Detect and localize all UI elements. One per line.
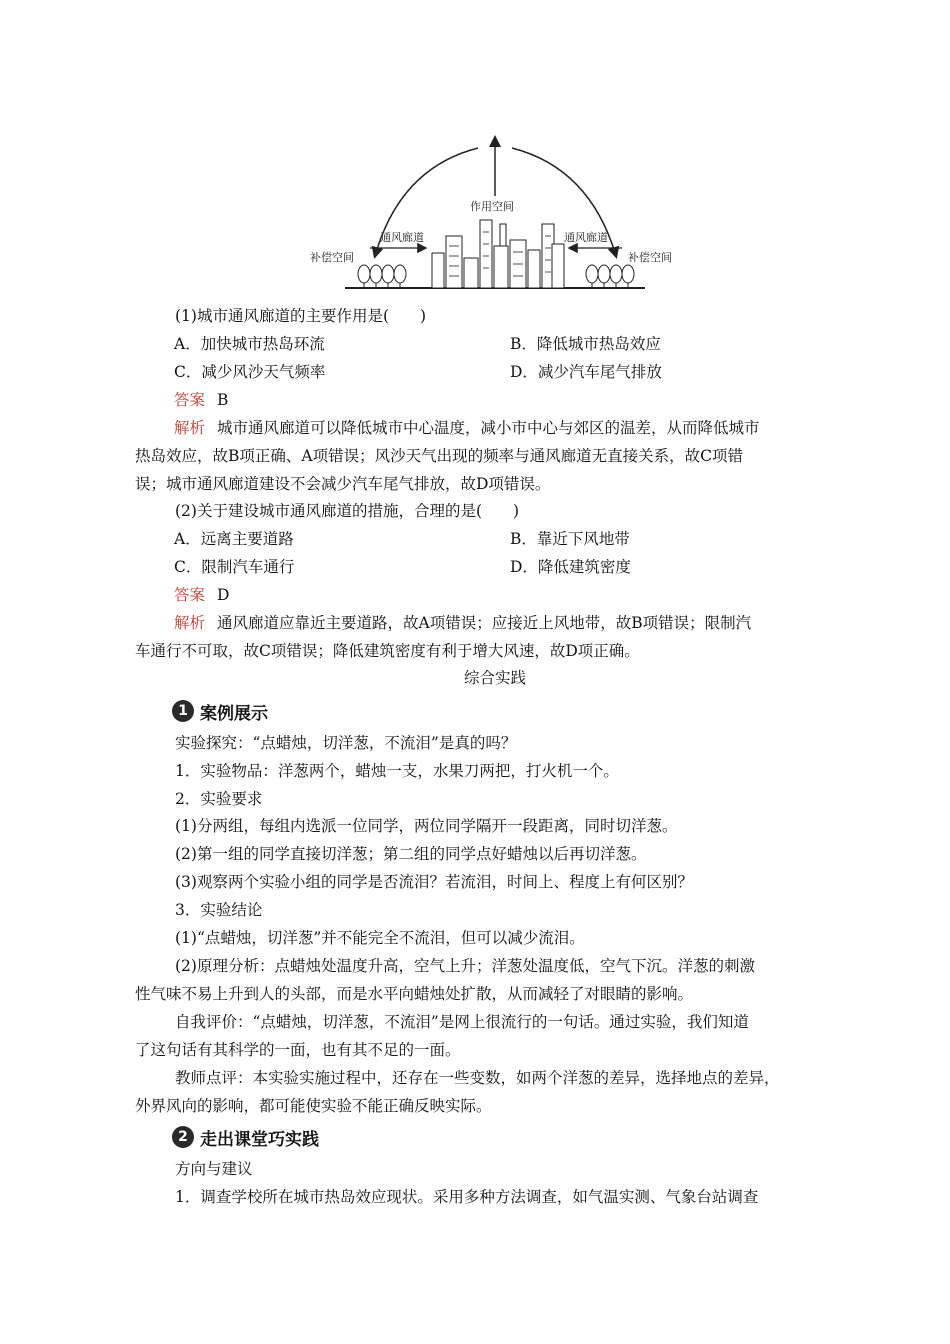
analysis-tag: 解析 <box>174 419 206 437</box>
q2-option-b: B．靠近下风地带 <box>510 530 630 548</box>
q1-option-c: C．减少风沙天气频率 <box>174 363 326 381</box>
section-title: 走出课堂巧实践 <box>200 1129 319 1150</box>
analysis-tag: 解析 <box>174 614 206 632</box>
section-title: 案例展示 <box>200 703 268 724</box>
section-number-badge: 1 <box>172 700 194 722</box>
s1-line-6: (3)观察两个实验小组的同学是否流泪？若流泪，时间上、程度上有何区别？ <box>175 873 693 891</box>
answer-value: D <box>217 586 230 604</box>
q1-analysis-line-2: 热岛效应，故B项正确、A项错误；风沙天气出现的频率与通风廊道无直接关系，故C项错 <box>135 447 743 465</box>
q2-answer <box>174 585 229 605</box>
q1-answer <box>174 390 228 410</box>
analysis-text: 城市通风廊道可以降低城市中心温度，减小市中心与郊区的温差，从而降低城市 <box>217 419 760 437</box>
s1-line-11: 自我评价：“点蜡烛，切洋葱，不流泪”是网上很流行的一句话。通过实验，我们知道 <box>175 1013 749 1031</box>
s2-line-1: 方向与建议 <box>175 1160 253 1178</box>
s1-line-13: 教师点评：本实验实施过程中，还存在一些变数，如两个洋葱的差异，选择地点的差异， <box>175 1069 780 1087</box>
q2-option-d: D．降低建筑密度 <box>510 558 631 576</box>
s1-line-8: (1)“点蜡烛，切洋葱”并不能完全不流泪，但可以减少流泪。 <box>175 929 585 947</box>
s1-line-7: 3．实验结论 <box>175 901 263 919</box>
label-action-space: 作用空间 <box>470 200 514 213</box>
s1-line-5: (2)第一组的同学直接切洋葱；第二组的同学点好蜡烛以后再切洋葱。 <box>175 845 647 863</box>
ventilation-corridor-diagram <box>300 128 690 298</box>
q1-stem: (1)城市通风廊道的主要作用是( ) <box>175 307 427 325</box>
q2-analysis-line-2: 车通行不可取，故C项错误；降低建筑密度有利于增大风速，故D项正确。 <box>135 642 640 660</box>
q2-stem: (2)关于建设城市通风廊道的措施，合理的是( ) <box>175 502 520 520</box>
q1-analysis-line-3: 误；城市通风廊道建设不会减少汽车尾气排放，故D项错误。 <box>135 475 551 493</box>
analysis-text: 通风廊道应靠近主要道路，故A项错误；应接近上风地带，故B项错误；限制汽 <box>217 614 752 632</box>
right-trees <box>586 265 634 288</box>
s1-line-12: 了这句话有其科学的一面，也有其不足的一面。 <box>135 1041 461 1059</box>
label-left-compensation: 补偿空间 <box>310 251 354 264</box>
answer-value: B <box>217 391 229 409</box>
s1-line-10: 性气味不易上升到人的头部，而是水平向蜡烛处扩散，从而减轻了对眼睛的影响。 <box>135 985 694 1003</box>
s1-line-14: 外界风向的影响，都可能使实验不能正确反映实际。 <box>135 1097 492 1115</box>
q2-analysis-line-1 <box>174 613 751 633</box>
s1-line-2: 1．实验物品：洋葱两个，蜡烛一支，水果刀两把，打火机一个。 <box>175 762 619 780</box>
left-trees <box>358 265 406 288</box>
answer-tag: 答案 <box>174 586 206 604</box>
q2-option-c: C．限制汽车通行 <box>174 558 295 576</box>
city-buildings <box>432 220 564 288</box>
q1-option-a: A．加快城市热岛环流 <box>174 335 325 353</box>
s1-line-3: 2．实验要求 <box>175 790 263 808</box>
s1-line-4: (1)分两组，每组内选派一位同学，两位同学隔开一段距离，同时切洋葱。 <box>175 817 678 835</box>
section-2-heading <box>172 1124 319 1150</box>
practice-title: 综合实践 <box>463 669 526 687</box>
q2-option-a: A．远离主要道路 <box>174 530 294 548</box>
q1-analysis-line-1 <box>174 418 760 438</box>
s2-line-2: 1．调查学校所在城市热岛效应现状。采用多种方法调查，如气温实测、气象台站调查 <box>175 1188 759 1206</box>
label-right-compensation: 补偿空间 <box>628 251 672 264</box>
q1-option-d: D．减少汽车尾气排放 <box>510 363 662 381</box>
label-right-corridor: 通风廊道 <box>564 231 608 244</box>
q1-option-b: B．降低城市热岛效应 <box>510 335 661 353</box>
label-left-corridor: 通风廊道 <box>380 231 424 244</box>
s1-line-9: (2)原理分析：点蜡烛处温度升高，空气上升；洋葱处温度低，空气下沉。洋葱的刺激 <box>175 957 755 975</box>
section-1-heading <box>172 698 268 724</box>
answer-tag: 答案 <box>174 391 206 409</box>
section-number-badge: 2 <box>172 1126 194 1148</box>
s1-line-1: 实验探究：“点蜡烛，切洋葱，不流泪”是真的吗？ <box>175 734 517 752</box>
